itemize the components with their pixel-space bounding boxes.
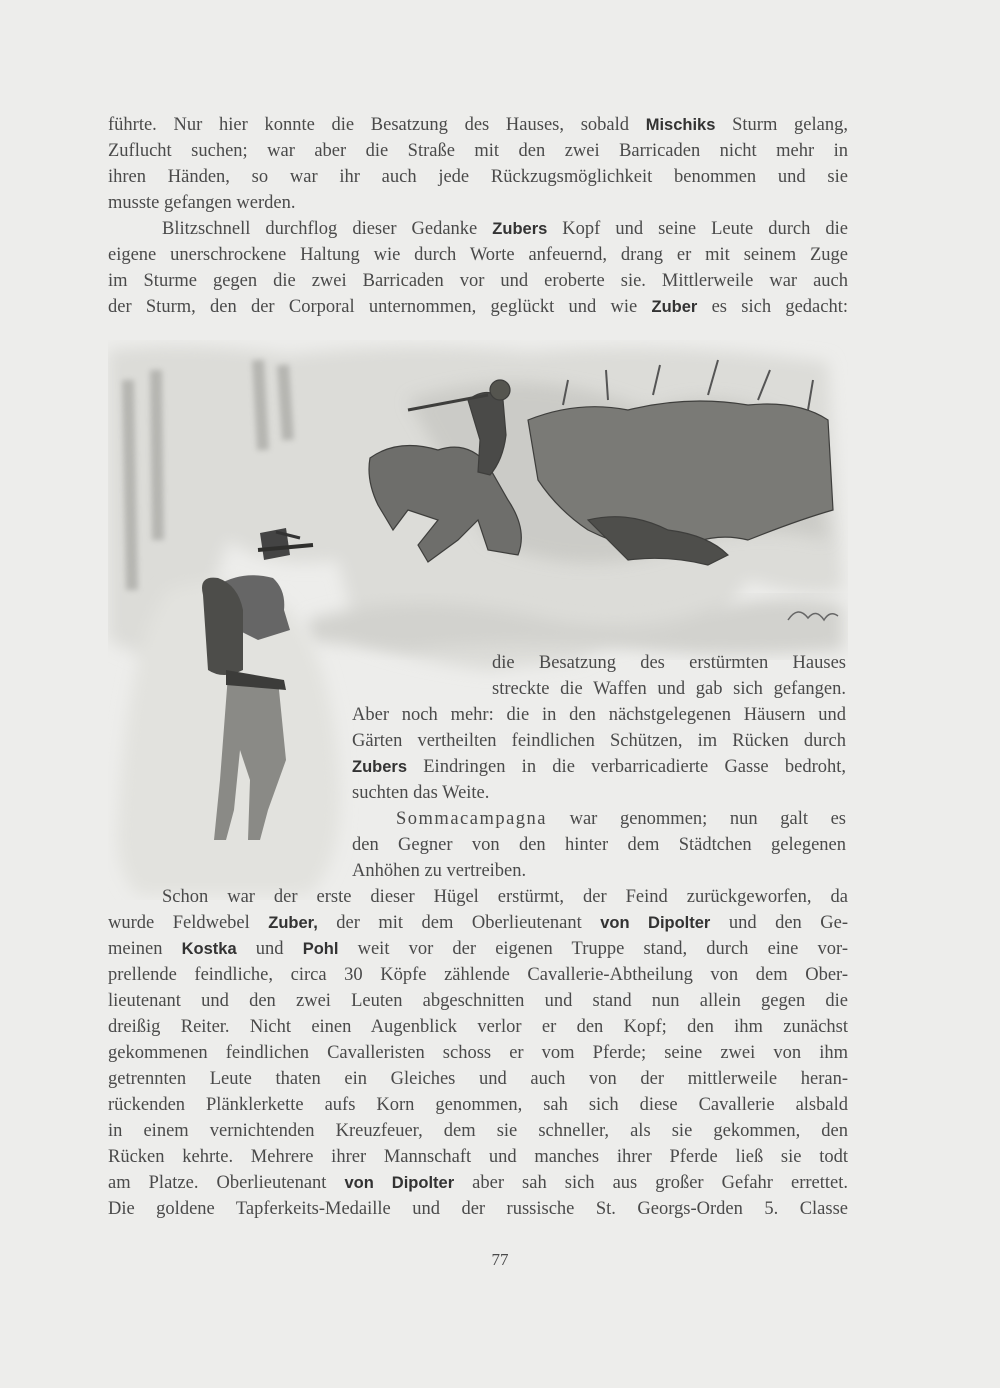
text-span: der mit dem Oberlieutenant [317,913,601,933]
text-span: im Sturme gegen die zwei Barricaden vor und eroberte sie. Mittlerweile war auch [108,271,848,291]
text-line [108,190,848,216]
text-span: und den Ge- [710,913,848,933]
text-line [108,988,848,1014]
bold-name: von Dipolter [344,1174,455,1192]
text-span: Rücken kehrte. Mehrere ihrer Mannschaft und manches ihrer Pferde ließ sie todt [108,1147,848,1167]
text-span: meinen [108,939,182,959]
text-span: Schon war der erste dieser Hügel erstürmt, der Feind zurückgeworfen, da [162,887,848,907]
text-span: Blitzschnell durchflog dieser Gedanke [162,219,493,239]
text-span: wurde Feldwebel [108,913,269,933]
bold-name: Pohl [302,940,339,958]
text-span: und [236,939,303,959]
text-line [108,1118,848,1144]
text-line [108,936,848,962]
text-span: Eindringen in die verbarricadierte Gasse bedroht, [407,757,846,777]
text-line [352,858,846,884]
text-line [352,702,846,728]
text-span: die Besatzung des erstürmten Hauses [492,653,846,673]
text-line [162,216,848,242]
bold-name: Kostka [181,940,237,958]
text-line [352,754,846,780]
text-line [492,650,846,676]
text-line [108,962,848,988]
bold-name: von Dipolter [600,914,711,932]
text-span: weit vor der eigenen Truppe stand, durch eine vor- [338,939,849,959]
text-line [352,832,846,858]
text-line [492,676,846,702]
text-span: den Gegner von den hinter dem Städtchen gelegenen [352,835,846,855]
text-span: aber sah sich aus großer Gefahr errettet. [454,1173,848,1193]
text-span: lieutenant und den zwei Leuten abgeschnitten und stand nun allein gegen die [108,991,848,1011]
text-line [108,910,848,936]
text-span: der Sturm, den der Corporal unternommen, geglückt und wie [108,297,652,317]
text-span: Anhöhen zu vertreiben. [352,861,527,881]
text-line [108,138,848,164]
text-line [108,294,848,320]
text-span: es sich gedacht: [697,297,848,317]
text-span: prellende feindliche, circa 30 Köpfe zählende Cavallerie-Abtheilung von dem Ober- [108,965,848,985]
text-line [108,1092,848,1118]
text-span: Gärten vertheilten feindlichen Schützen, im Rücken durch [352,731,846,751]
text-line [396,806,846,832]
page-number: 77 [491,1250,509,1269]
text-line [108,164,848,190]
text-span: Kopf und seine Leute durch die [547,219,848,239]
text-span: war genommen; nun galt es [547,809,846,829]
bold-name: Zubers [352,758,408,776]
text-line [352,728,846,754]
text-line [108,112,848,138]
text-line [108,1170,848,1196]
text-span: Die goldene Tapferkeits-Medaille und der russische St. Georgs-Orden 5. Classe [108,1199,848,1219]
text-span: am Platze. Oberlieutenant [108,1173,345,1193]
bold-name: Zuber, [268,914,318,932]
text-line [108,1040,848,1066]
text-line [108,242,848,268]
text-span: dreißig Reiter. Nicht einen Augenblick verlor er den Kopf; den ihm zunächst [108,1017,848,1037]
text-span: in einem vernichtenden Kreuzfeuer, dem sie schneller, als sie gekommen, den [108,1121,848,1141]
text-span: streckte die Waffen und gab sich gefangen. [492,679,846,699]
text-span: suchten das Weite. [352,783,490,803]
spaced-place-name: Sommacampagna [396,809,548,829]
bold-name: Mischiks [645,116,716,134]
text-span: Sturm gelang, [715,115,848,135]
text-span: Zuflucht suchen; war aber die Straße mit den zwei Barricaden nicht mehr in [108,141,848,161]
bold-name: Zuber [651,298,698,316]
text-line [108,1144,848,1170]
text-span: rückenden Plänklerkette aufs Korn genommen, sah sich diese Cavallerie alsbald [108,1095,848,1115]
text-line [108,1196,848,1222]
text-span: führte. Nur hier konnte die Besatzung des Hauses, sobald [108,115,646,135]
text-line [162,884,848,910]
text-line [352,780,846,806]
text-span: getrennten Leute thaten ein Gleiches und auch von der mittlerweile heran- [108,1069,848,1089]
text-span: gekommenen feindlichen Cavalleristen schoss er vom Pferde; seine zwei von ihm [108,1043,848,1063]
text-line [108,1066,848,1092]
text-span: eigene unerschrockene Haltung wie durch Worte anfeuernd, drang er mit seinem Zuge [108,245,848,265]
text-line [108,1014,848,1040]
text-span: Aber noch mehr: die in den nächstgelegenen Häusern und [352,705,846,725]
bold-name: Zubers [492,220,548,238]
text-line [108,268,848,294]
text-span: musste gefangen werden. [108,193,296,213]
text-span: ihren Händen, so war ihr auch jede Rückzugsmöglichkeit benommen und sie [108,167,848,187]
